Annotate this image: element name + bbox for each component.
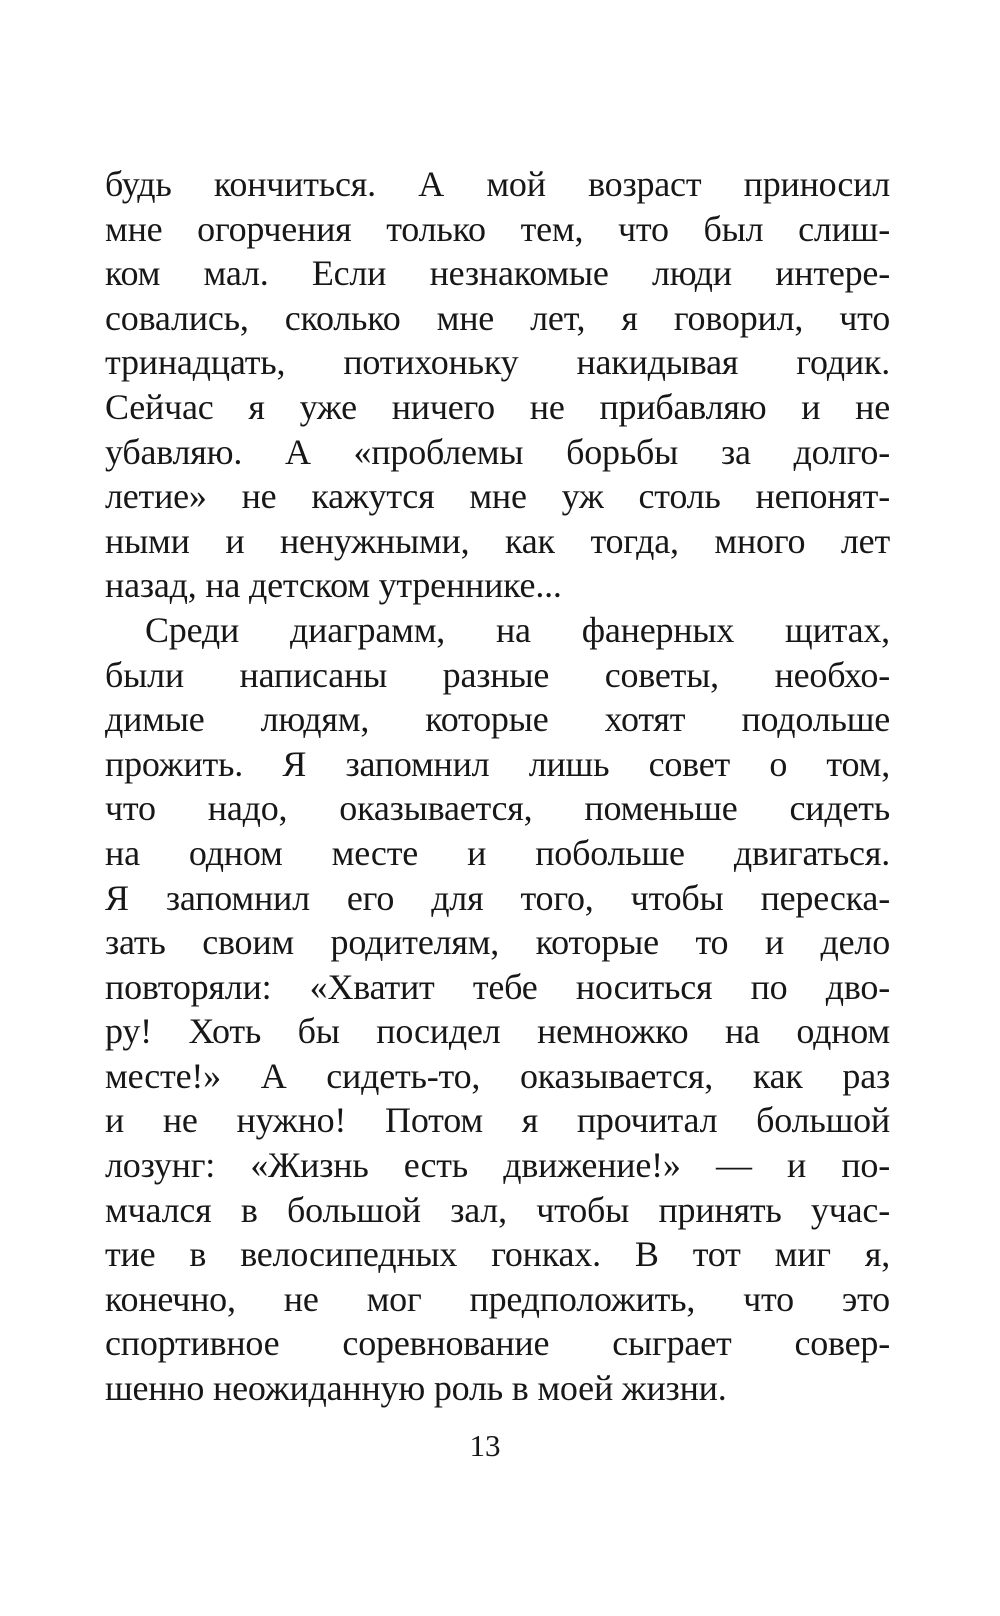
text-line: шенно неожиданную роль в моей жизни. bbox=[105, 1368, 727, 1409]
text-line: ными и ненужными, как тогда, много лет bbox=[105, 520, 890, 561]
page-number: 13 bbox=[469, 1428, 501, 1463]
text-line: что надо, оказывается, поменьше сидеть bbox=[105, 788, 890, 829]
text-line: повторяли: «Хватит тебе носиться по дво- bbox=[105, 966, 890, 1007]
text-line: ру! Хоть бы посидел немножко на одном bbox=[105, 1011, 890, 1052]
paragraph-2 bbox=[105, 608, 890, 1411]
text-line: прожить. Я запомнил лишь совет о том, bbox=[105, 743, 890, 784]
text-line: будь кончиться. А мой возраст приносил bbox=[105, 164, 890, 204]
text-line: убавляю. А «проблемы борьбы за долго- bbox=[105, 431, 890, 472]
text-line: летие» не кажутся мне уж столь непонят- bbox=[105, 476, 890, 517]
text-line: месте!» А сидеть-то, оказывается, как раз bbox=[105, 1055, 890, 1096]
text-line: Среди диаграмм, на фанерных щитах, bbox=[145, 609, 890, 650]
text-line: совались, сколько мне лет, я говорил, что bbox=[105, 297, 890, 338]
text-block bbox=[105, 162, 890, 1411]
text-line: Сейчас я уже ничего не прибавляю и не bbox=[105, 386, 890, 427]
text-line: на одном месте и побольше двигаться. bbox=[105, 832, 890, 873]
text-line: лозунг: «Жизнь есть движение!» — и по- bbox=[105, 1145, 890, 1186]
text-line: тринадцать, потихоньку накидывая годик. bbox=[105, 342, 890, 383]
text-line: димые людям, которые хотят подольше bbox=[105, 699, 890, 740]
text-line: конечно, не мог предположить, что это bbox=[105, 1278, 890, 1319]
paragraph-1 bbox=[105, 162, 890, 608]
text-line: зать своим родителям, которые то и дело bbox=[105, 922, 890, 963]
text-line: мне огорчения только тем, что был слиш- bbox=[105, 208, 890, 249]
text-line: были написаны разные советы, необхо- bbox=[105, 654, 890, 695]
text-line: Я запомнил его для того, чтобы переска- bbox=[105, 877, 890, 918]
text-line: тие в велосипедных гонках. В тот миг я, bbox=[105, 1234, 890, 1275]
text-line: мчался в большой зал, чтобы принять учас- bbox=[105, 1189, 890, 1230]
text-line: ком мал. Если незнакомые люди интере- bbox=[105, 253, 890, 294]
text-line: и не нужно! Потом я прочитал большой bbox=[105, 1100, 890, 1141]
text-line: назад, на детском утреннике... bbox=[105, 565, 562, 606]
text-line: спортивное соревнование сыграет совер- bbox=[105, 1323, 890, 1364]
